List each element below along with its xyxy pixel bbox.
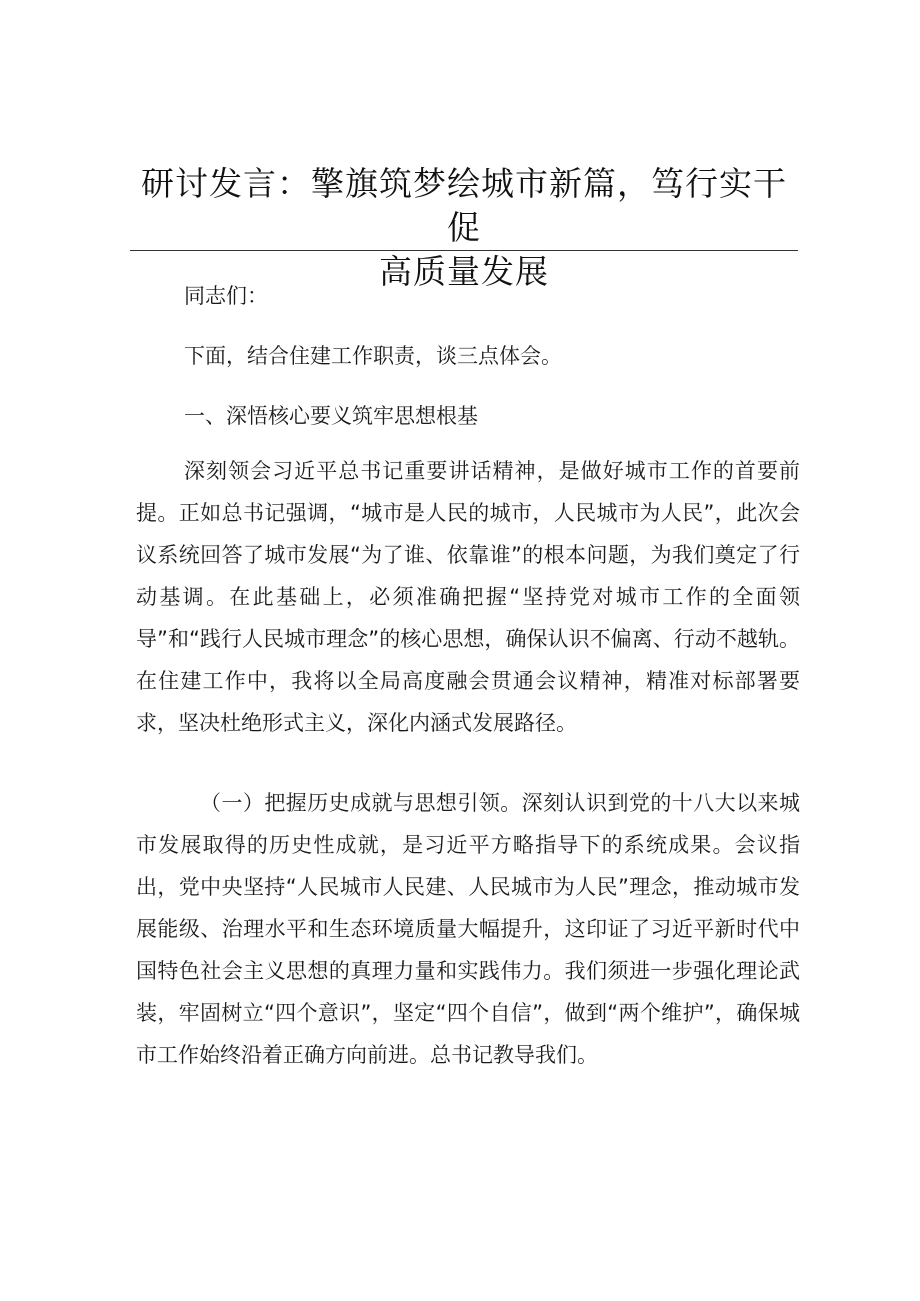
title-line-1: 研讨发言：擎旗筑梦绘城市新篇，笃行实干促 [141, 164, 787, 247]
subsection-1-paragraph: （一）把握历史成就与思想引领。深刻认识到党的十八大以来城市发展取得的历史性成就，是习近平方略指导下的系统成果。会议指出，党中央坚持“人民城市人民建、人民城市为人民”理念，推动城市发展能级、治理水平和生态环境质量大幅提升，这印证了习近平新时代中国特色社会主义思想的真理力量和实践伟力。我们须进一步强化理论武装，牢固树立“四个意识”，坚定“四个自信”，做到“两个维护”，确保城市工作始终沿着正确方向前进。总书记教导我们。 [136, 791, 800, 1067]
title-underline [130, 250, 798, 251]
subsection-1-body [136, 782, 800, 1076]
title-line-2: 高质量发展 [379, 252, 549, 291]
section-1-body [136, 450, 800, 744]
intro-paragraph: 下面，结合住建工作职责，谈三点体会。 [184, 344, 562, 368]
intro-block [136, 342, 800, 370]
document-title [130, 162, 798, 294]
salutation: 同志们： [184, 284, 268, 308]
section-1-heading-block [136, 402, 800, 430]
salutation-block [136, 282, 800, 310]
section-1-paragraph: 深刻领会习近平总书记重要讲话精神，是做好城市工作的首要前提。正如总书记强调，“城市是人民的城市，人民城市为人民”，此次会议系统回答了城市发展“为了谁、依靠谁”的根本问题，为我们奠定了行动基调。在此基础上，必须准确把握“坚持党对城市工作的全面领导”和“践行人民城市理念”的核心思想，确保认识不偏离、行动不越轨。在住建工作中，我将以全局高度融会贯通会议精神，精准对标部署要求，坚决杜绝形式主义，深化内涵式发展路径。 [136, 459, 800, 735]
section-1-heading: 一、深悟核心要义筑牢思想根基 [184, 404, 478, 428]
